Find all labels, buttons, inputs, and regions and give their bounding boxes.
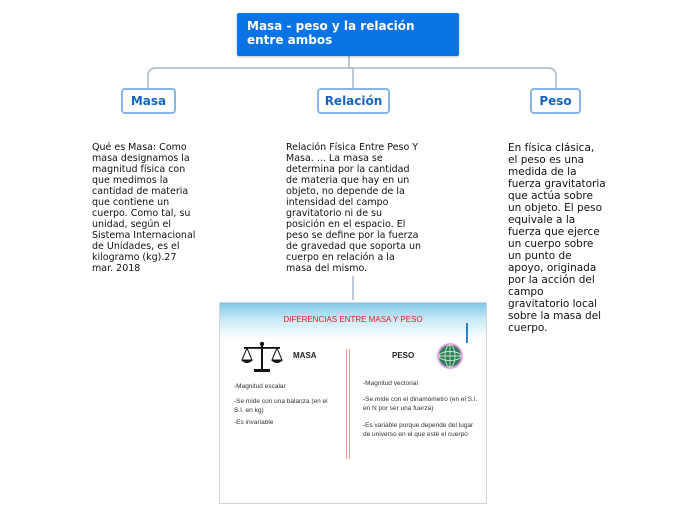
note-relacion: Relación Física Entre Peso Y Masa. ... La masa se determina por la cantidad de materia que hay en un objeto, no depende de la intensidad del campo gravitatorio ni de su posición en el espacio. El peso se define por la fuerza de gravedad que soporta un cuerpo en relación a la masa del mismo. bbox=[286, 142, 422, 274]
column-divider bbox=[346, 349, 347, 459]
peso-item-1: -Magnitud vectorial bbox=[363, 380, 418, 387]
connector-to-relacion bbox=[349, 68, 353, 88]
topic-peso-label: Peso bbox=[539, 94, 572, 108]
card-title: DIFERENCIAS ENTRE MASA Y PESO bbox=[283, 315, 423, 324]
masa-item-1: -Magnitud escalar bbox=[234, 383, 286, 390]
masa-column-header: MASA bbox=[293, 351, 317, 360]
globe-icon bbox=[433, 341, 467, 371]
topic-relacion[interactable] bbox=[317, 88, 390, 114]
peso-column-header: PESO bbox=[392, 351, 415, 360]
balance-scale-icon bbox=[240, 341, 284, 375]
note-masa: Qué es Masa: Como masa designamos la magnitud física con que medimos la cantidad de materia que contiene un cuerpo. Como tal, su unidad, según el Sistema Internacional de Unidades, es el kilogramo (kg).27 mar. 2018 bbox=[92, 142, 196, 274]
peso-item-3: -Es variable porque depende del lugar de universo en el que esté el cuerpo bbox=[363, 422, 474, 438]
peso-item-2: -Se mide con el dinamómetro (en el S.I. en N por ser una fuerza) bbox=[363, 396, 478, 412]
connector-to-masa bbox=[148, 68, 349, 88]
note-peso: En física clásica, el peso es una medida de la fuerza gravitatoria que actúa sobre un objeto. El peso equivale a la fuerza que ejerce un cuerpo sobre un punto de apoyo, originada por la acción del campo gravitatorio local sobre la masa del cuerpo. bbox=[508, 142, 606, 334]
topic-peso[interactable] bbox=[530, 88, 581, 114]
masa-item-3: -Es invariable bbox=[234, 419, 274, 426]
topic-relacion-label: Relación bbox=[324, 94, 383, 108]
root-topic[interactable] bbox=[237, 13, 459, 56]
column-divider-second bbox=[349, 349, 350, 459]
topic-masa-label: Masa bbox=[130, 94, 167, 108]
masa-item-2: -Se mide con una balanza (en el S.I. en kg) bbox=[234, 398, 328, 414]
comparison-image[interactable] bbox=[219, 302, 487, 504]
root-topic-title: Masa - peso y la relación entre ambos bbox=[247, 19, 415, 47]
topic-masa[interactable] bbox=[121, 88, 176, 114]
connector-to-peso bbox=[349, 68, 556, 88]
card-accent-mark bbox=[466, 323, 468, 343]
